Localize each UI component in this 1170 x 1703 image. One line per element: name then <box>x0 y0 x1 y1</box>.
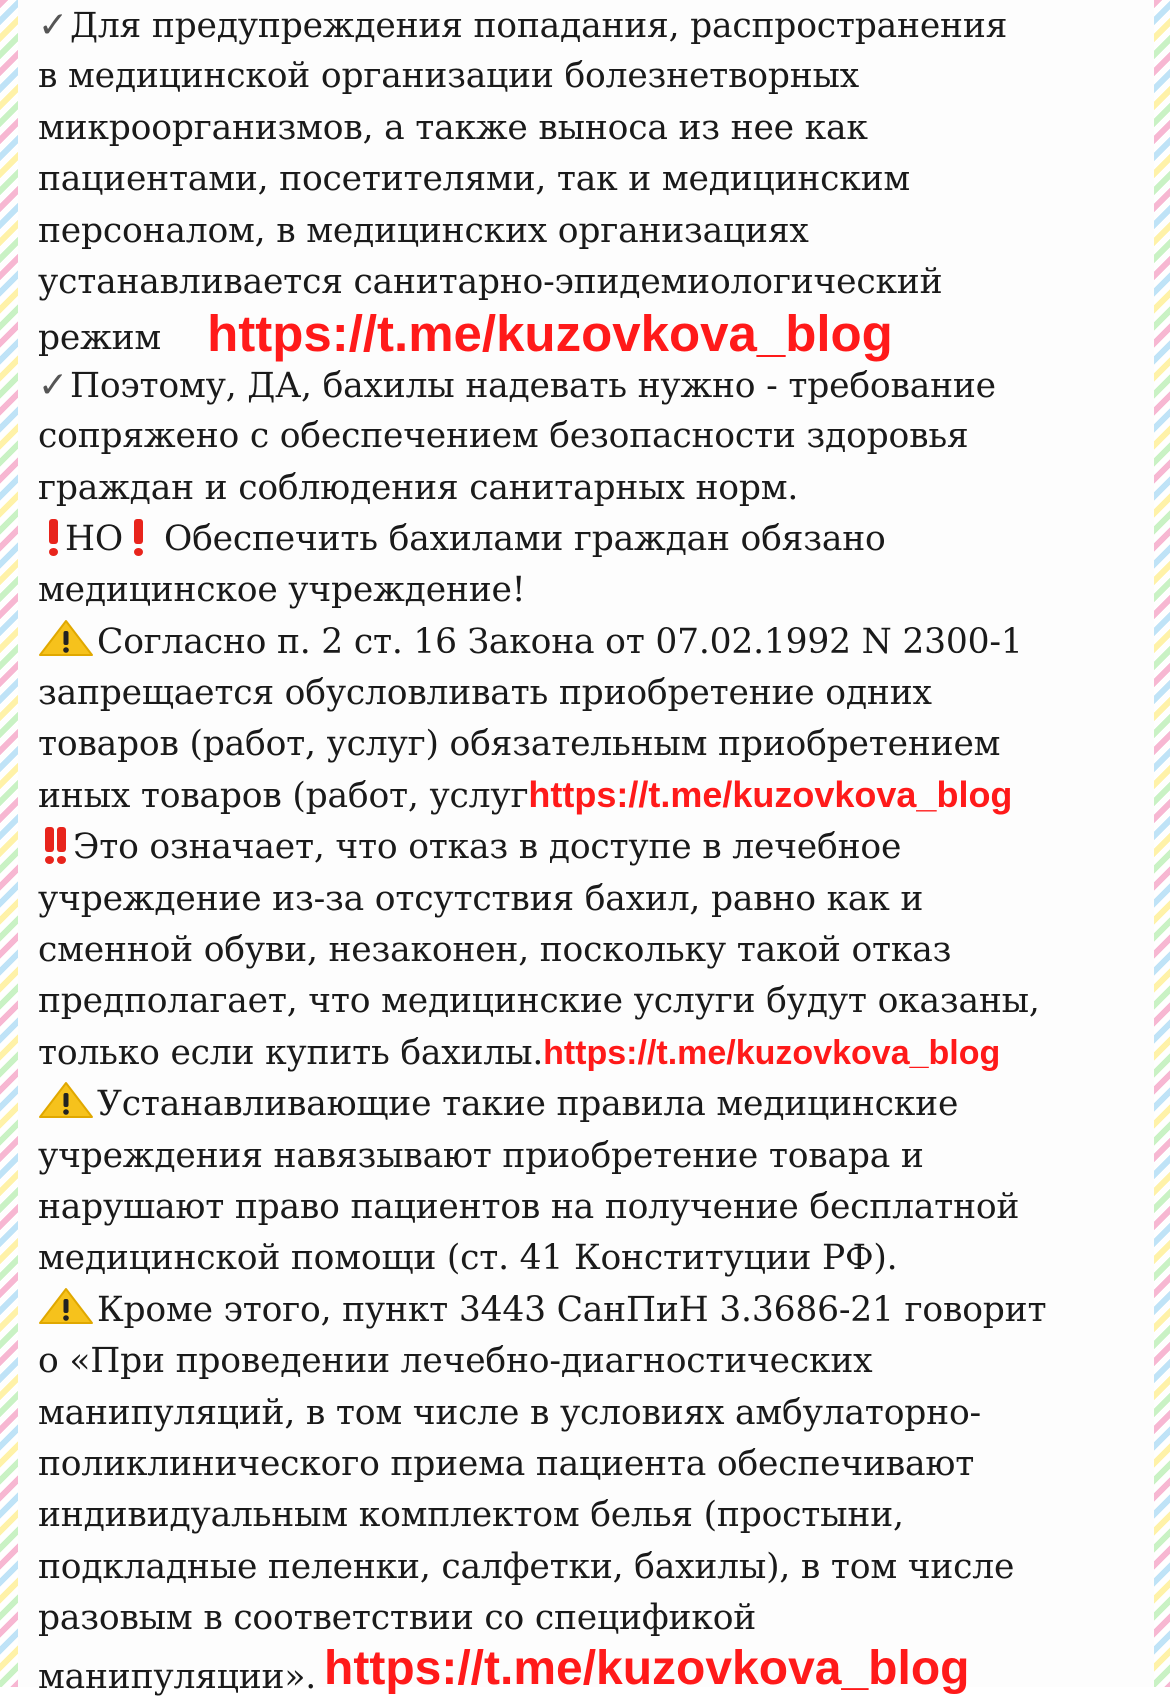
text-line <box>38 206 1138 257</box>
text-line <box>38 51 1138 102</box>
text-line-content: сменной обуви, незаконен, поскольку такой отказ <box>38 930 952 971</box>
text-line <box>38 1079 1138 1130</box>
text-line-content: медицинское учреждение! <box>38 570 526 611</box>
text-line-content: Для предупреждения попадания, распространения <box>69 6 1008 46</box>
watermark-link[interactable]: https://t.me/kuzovkova_blog <box>207 305 893 363</box>
red-exclamation-icon <box>133 519 144 555</box>
text-line-content: иных товаров (работ, услуг <box>38 775 529 816</box>
text-line-content: пациентами, посетителями, так и медицинским <box>38 159 911 200</box>
text-line-content: учреждения навязывают приобретение товара и <box>38 1135 924 1176</box>
text-line-content: индивидуальным комплектом белья (простыни, <box>38 1495 904 1536</box>
watermark-link[interactable]: https://t.me/kuzovkova_blog <box>543 1033 1001 1072</box>
text-line <box>38 463 1138 514</box>
text-line <box>38 1233 1138 1284</box>
text-line-content: Это означает, что отказ в доступе в лечебное <box>73 827 902 868</box>
text-line-content: разовым в соответствии со спецификой <box>38 1598 757 1639</box>
text-line <box>38 1028 1138 1079</box>
text-line <box>38 771 1138 822</box>
text-line <box>38 1388 1138 1439</box>
text-line <box>38 1285 1138 1336</box>
text-line <box>38 1641 1138 1697</box>
check-icon: ✓ <box>38 5 68 46</box>
text-line <box>38 617 1138 668</box>
text-line <box>38 925 1138 976</box>
text-line-content: Согласно п. 2 ст. 16 Закона от 07.02.1992 N 2300-1 <box>97 621 1023 662</box>
text-line-content: устанавливается санитарно-эпидемиологический <box>38 261 943 302</box>
text-line <box>38 1542 1138 1593</box>
text-line <box>38 668 1138 719</box>
text-line <box>38 257 1138 308</box>
text-line <box>38 976 1138 1027</box>
text-line <box>38 360 1138 411</box>
text-line-content: Кроме этого, пункт 3443 СанПиН 3.3686-21 говорит <box>97 1289 1047 1330</box>
red-exclamation-icon <box>44 827 55 863</box>
text-line-content: режим <box>38 318 162 359</box>
text-line <box>38 1131 1138 1182</box>
text-line <box>38 719 1138 770</box>
text-line-content: только если купить бахилы. <box>38 1032 544 1073</box>
text-line <box>38 0 1138 51</box>
text-line <box>38 1336 1138 1387</box>
red-exclamation-icon <box>56 827 67 863</box>
text-line-content: сопряжено с обеспечением безопасности здоровья <box>38 416 969 457</box>
text-line-content: нарушают право пациентов на получение бесплатной <box>38 1186 1020 1227</box>
watermark-link[interactable]: https://t.me/kuzovkova_blog <box>528 773 1013 815</box>
text-line-content: манипуляций, в том числе в условиях амбулаторно- <box>38 1392 981 1433</box>
watermark-link[interactable]: https://t.me/kuzovkova_blog <box>324 1641 970 1695</box>
text-line-content: учреждение из-за отсутствия бахил, равно как и <box>38 878 924 919</box>
text-line-content: микроорганизмов, а также выноса из нее как <box>38 107 868 148</box>
text-line <box>38 154 1138 205</box>
text-line <box>38 305 1138 363</box>
check-icon: ✓ <box>38 364 68 406</box>
text-line-content: НО <box>65 518 123 559</box>
document-body <box>38 0 1138 1696</box>
text-line-content: поликлинического приема пациента обеспечивают <box>38 1443 975 1484</box>
text-line-content: граждан и соблюдения санитарных норм. <box>38 467 799 508</box>
text-line-content: в медицинской организации болезнетворных <box>38 56 860 97</box>
warning-icon <box>38 619 94 672</box>
text-line <box>38 1490 1138 1541</box>
text-line-content: медицинской помощи (ст. 41 Конституции РФ). <box>38 1238 898 1279</box>
text-line-content: запрещается обусловливать приобретение одних <box>38 673 932 714</box>
text-line <box>38 411 1138 462</box>
text-line-content: Поэтому, ДА, бахилы надевать нужно - требование <box>69 365 996 406</box>
text-line-content: Устанавливающие такие правила медицинские <box>97 1084 959 1125</box>
text-line-content: предполагает, что медицинские услуги будут оказаны, <box>38 981 1040 1022</box>
text-line <box>38 103 1138 154</box>
warning-icon <box>38 1081 94 1134</box>
text-line-content: персоналом, в медицинских организациях <box>38 210 809 251</box>
text-line-content: Обеспечить бахилами граждан обязано <box>163 518 886 559</box>
text-line <box>38 822 1138 873</box>
text-line <box>38 1439 1138 1490</box>
red-exclamation-icon <box>48 519 59 555</box>
text-line-content: о «При проведении лечебно-диагностических <box>38 1341 873 1382</box>
text-line <box>38 1182 1138 1233</box>
text-line <box>38 565 1138 616</box>
text-line-content: манипуляции». <box>38 1656 317 1697</box>
warning-icon <box>38 1287 94 1340</box>
text-line-content: товаров (работ, услуг) обязательным приобретением <box>38 724 1001 765</box>
text-line <box>38 514 1138 565</box>
text-line <box>38 1593 1138 1644</box>
text-line <box>38 874 1138 925</box>
text-line-content: подкладные пеленки, салфетки, бахилы), в том числе <box>38 1546 1015 1587</box>
